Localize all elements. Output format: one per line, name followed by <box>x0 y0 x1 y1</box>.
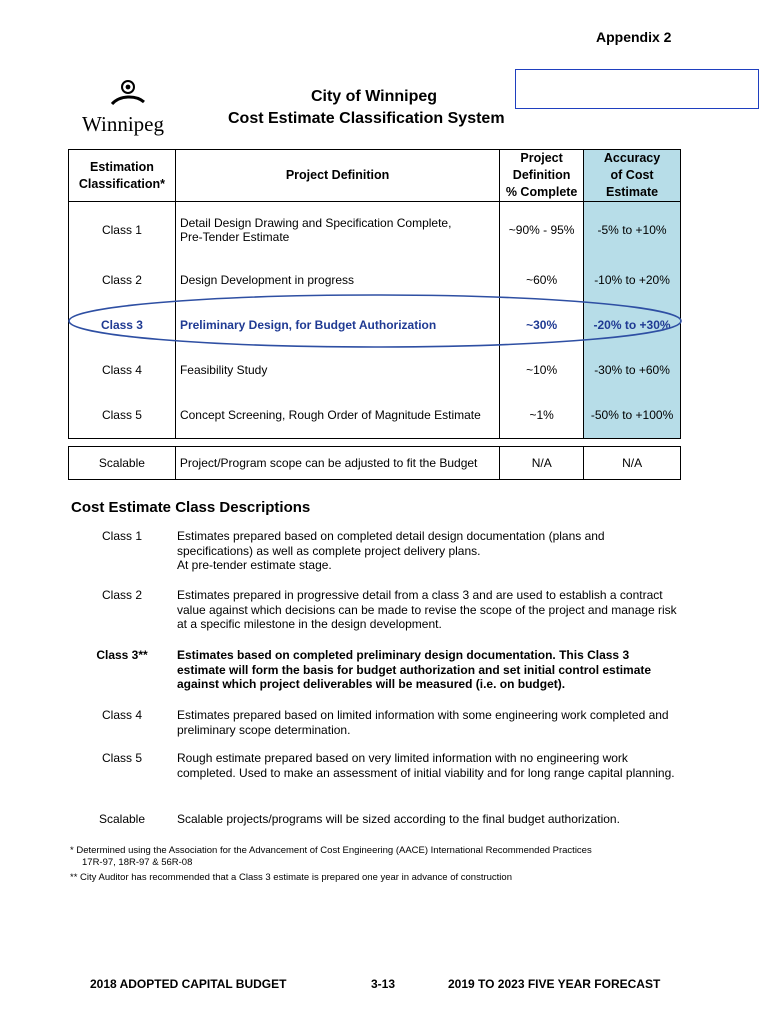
table-row <box>69 447 681 480</box>
header-definition: Project Definition <box>175 150 499 202</box>
logo-wordmark: Winnipeg <box>82 112 164 136</box>
row-definition: Feasibility Study <box>175 348 499 393</box>
footer-left: 2018 ADOPTED CAPITAL BUDGET <box>90 977 287 991</box>
header-accuracy: Accuracy of Cost Estimate <box>584 150 681 202</box>
desc-label: Class 3** <box>96 648 148 662</box>
desc-label: Class 5 <box>101 751 142 765</box>
scalable-table <box>68 446 681 480</box>
desc-label: Class 1 <box>101 529 142 543</box>
header-classification: Estimation Classification* <box>69 150 176 202</box>
row-definition: Detail Design Drawing and Specification Complete, Pre-Tender Estimate <box>175 202 499 258</box>
row-class: Class 3 <box>69 303 176 348</box>
footnote-auditor: ** City Auditor has recommended that a Class 3 estimate is prepared one year in advance of construction <box>70 872 512 883</box>
table-row-highlighted <box>69 303 681 348</box>
classification-table <box>68 149 681 439</box>
row-complete: ~30% <box>500 303 584 348</box>
table-row <box>69 202 681 258</box>
desc-text: Estimates prepared based on completed detail design documentation (plans and specifications) as well as complete project delivery plans. At pre-tender estimate stage. <box>177 529 605 573</box>
row-complete: ~60% <box>500 258 584 303</box>
page-subtitle: Cost Estimate Classification System <box>228 110 505 127</box>
row-class: Class 1 <box>69 202 176 258</box>
row-complete: ~90% - 95% <box>500 202 584 258</box>
desc-text: Estimates prepared in progressive detail from a class 3 and are used to establish a contract value against which decisions can be made to revise the scope of the project and manage risk at a specific milestone in the design development. <box>177 588 677 632</box>
row-definition: Concept Screening, Rough Order of Magnitude Estimate <box>175 393 499 439</box>
page-title: City of Winnipeg <box>310 88 438 105</box>
row-accuracy: -20% to +30% <box>584 303 681 348</box>
scalable-definition: Project/Program scope can be adjusted to fit the Budget <box>175 447 499 480</box>
row-accuracy: -5% to +10% <box>584 202 681 258</box>
row-definition: Preliminary Design, for Budget Authorization <box>175 303 499 348</box>
scalable-accuracy: N/A <box>584 447 681 480</box>
city-logo <box>78 78 178 138</box>
header-complete: Project Definition % Complete <box>500 150 584 202</box>
table-row <box>69 258 681 303</box>
descriptions-heading: Cost Estimate Class Descriptions <box>71 499 311 516</box>
row-class: Class 2 <box>69 258 176 303</box>
desc-label: Scalable <box>98 812 146 826</box>
row-accuracy: -10% to +20% <box>584 258 681 303</box>
scalable-complete: N/A <box>500 447 584 480</box>
desc-label: Class 4 <box>101 708 142 722</box>
row-definition: Design Development in progress <box>175 258 499 303</box>
row-complete: ~10% <box>500 348 584 393</box>
row-accuracy: -30% to +60% <box>584 348 681 393</box>
desc-text: Estimates prepared based on limited information with some engineering work completed and preliminary scope determination. <box>177 708 669 737</box>
desc-label: Class 2 <box>101 588 142 602</box>
row-class: Class 5 <box>69 393 176 439</box>
row-complete: ~1% <box>500 393 584 439</box>
footer-right: 2019 TO 2023 FIVE YEAR FORECAST <box>448 977 661 991</box>
appendix-label: Appendix 2 <box>596 29 672 45</box>
table-header-row <box>69 150 681 202</box>
desc-text: Estimates based on completed preliminary design documentation. This Class 3 estimate will form the basis for budget authorization and set initial control estimate against which project deliverables will be measured (i.e. on budget). <box>177 648 652 692</box>
row-class: Class 4 <box>69 348 176 393</box>
table-row <box>69 393 681 439</box>
desc-text: Scalable projects/programs will be sized according to the final budget authorization. <box>177 812 620 826</box>
footer-page-number: 3-13 <box>371 977 396 991</box>
desc-text: Rough estimate prepared based on very limited information with no engineering work completed. Used to make an assessment of initial viability and for long range capital planning. <box>177 751 675 780</box>
scalable-class: Scalable <box>69 447 176 480</box>
row-accuracy: -50% to +100% <box>584 393 681 439</box>
table-row <box>69 348 681 393</box>
footnote-aace: * Determined using the Association for the Advancement of Cost Engineering (AACE) International Recommended Practices 17R-97, 18R-97 & 56R-08 <box>70 845 592 868</box>
